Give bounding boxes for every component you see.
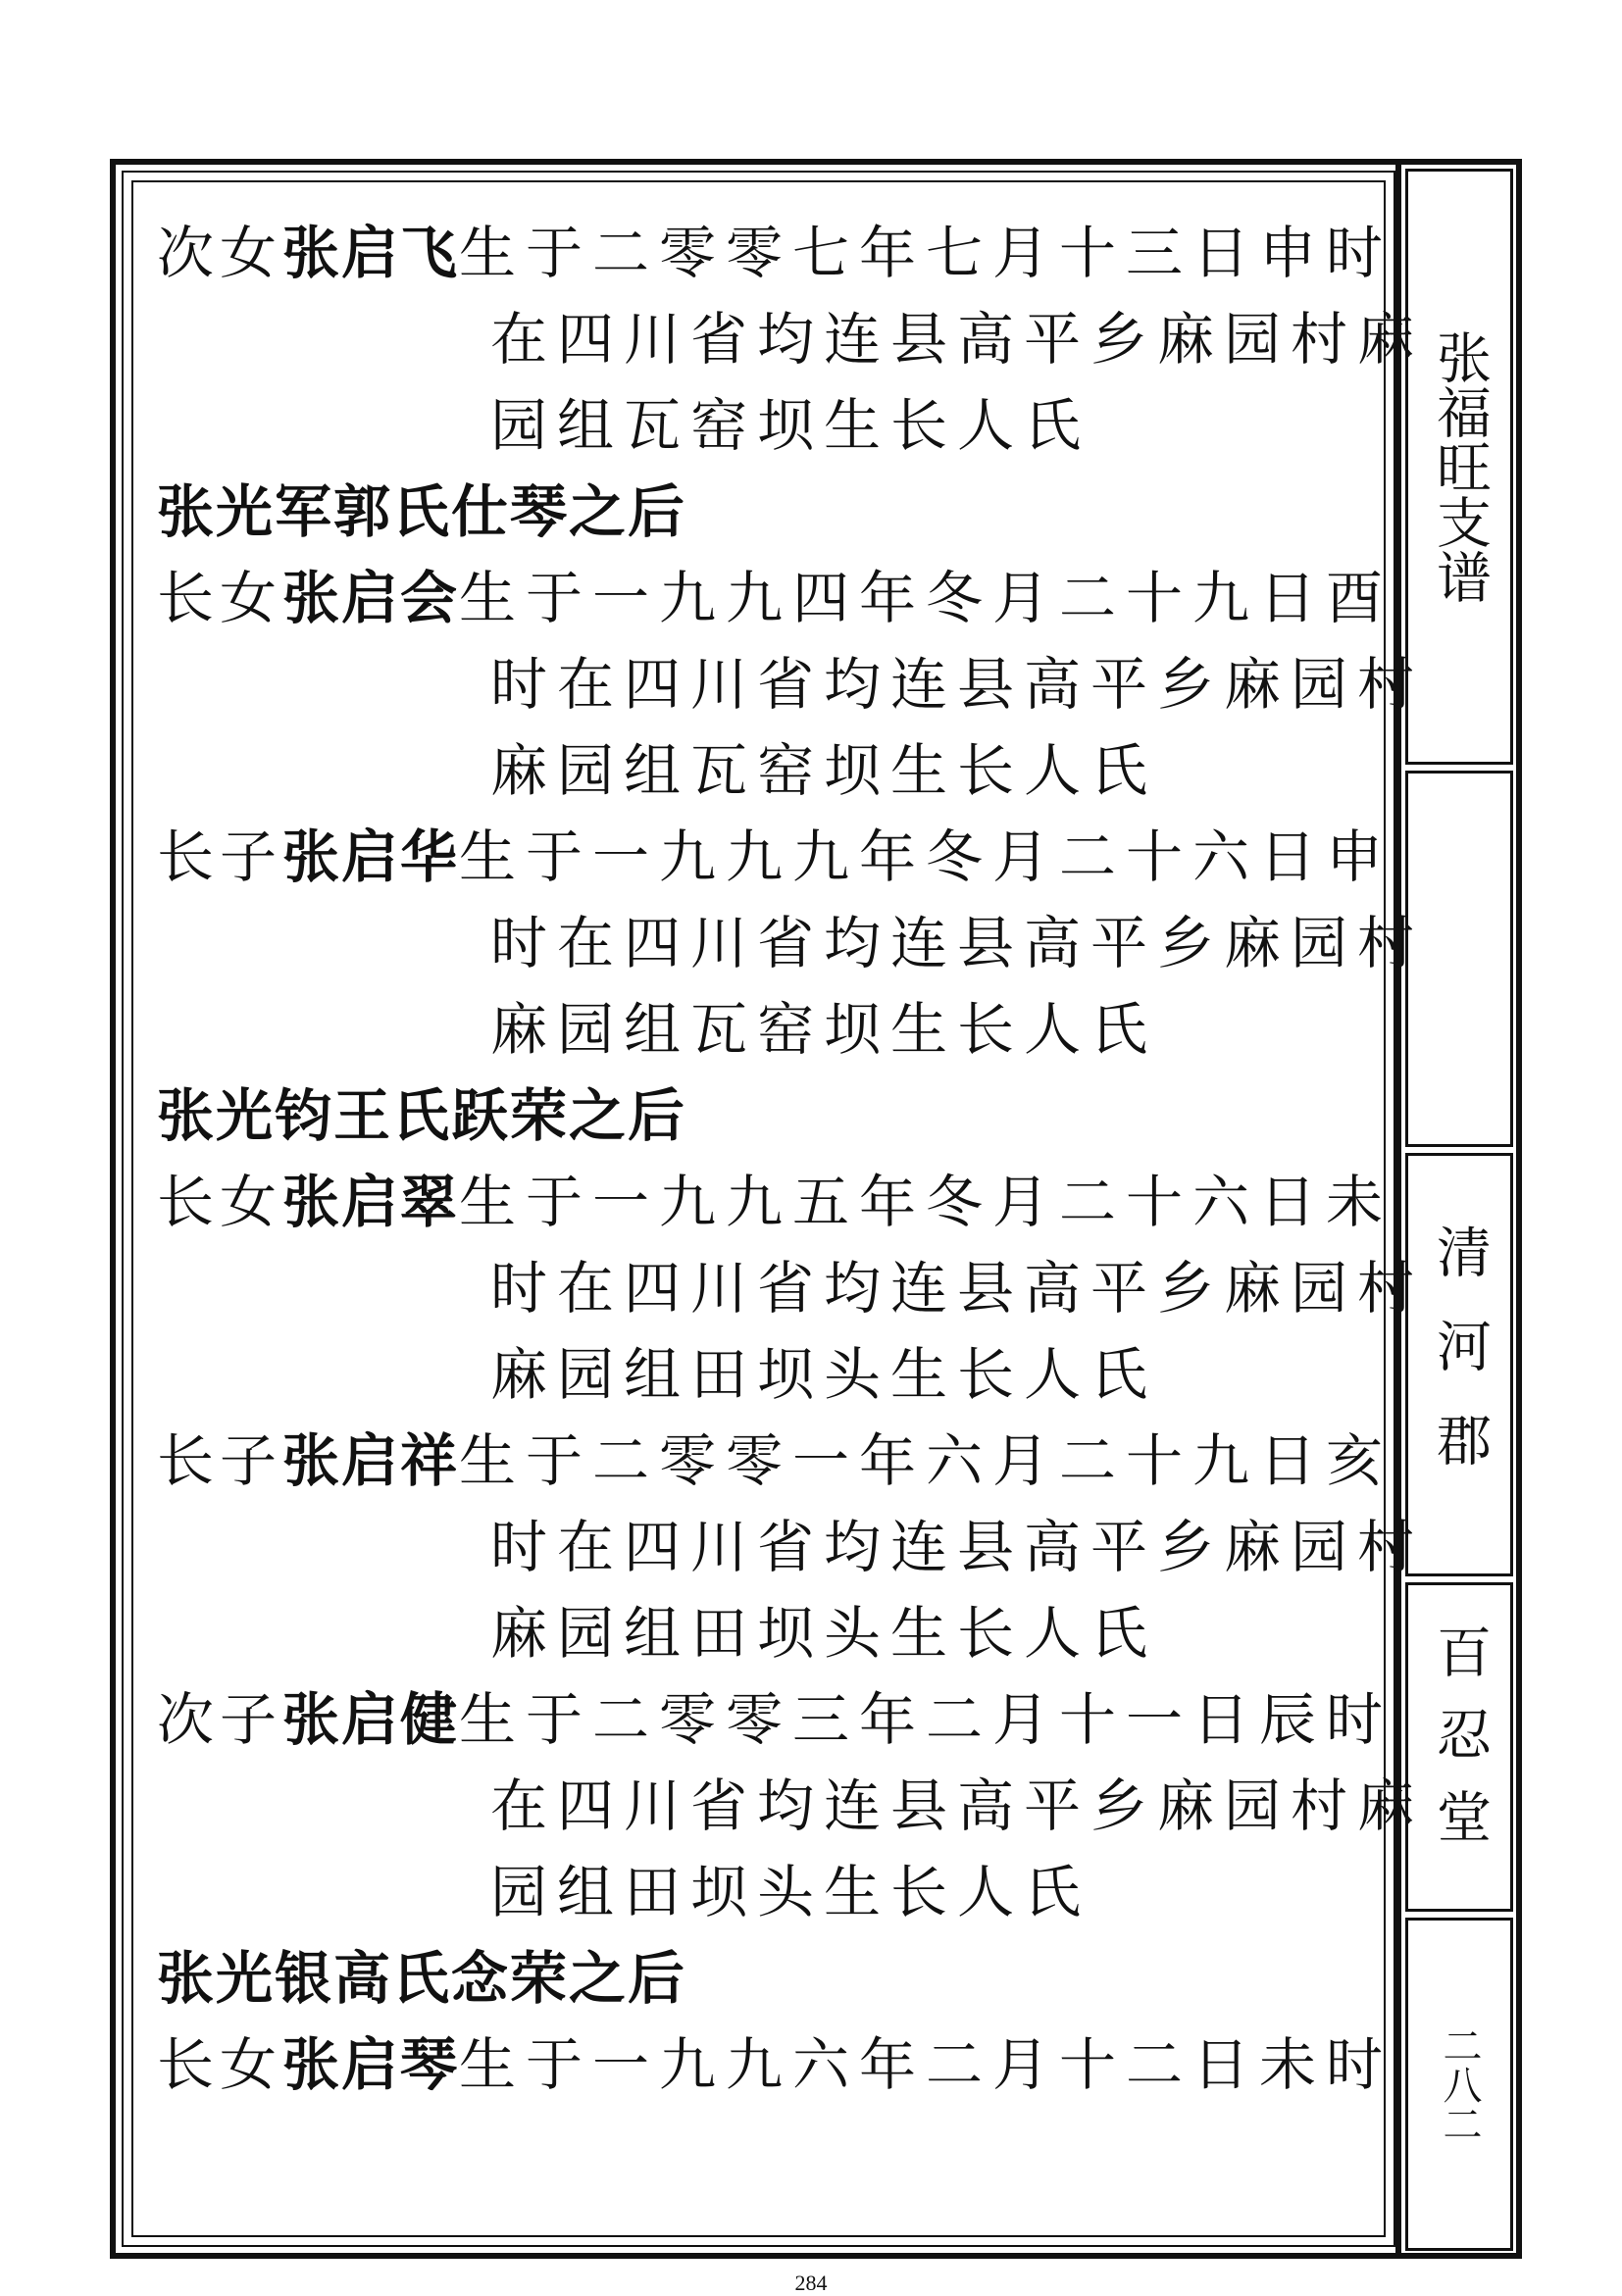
person-name: 张启琴	[282, 2031, 460, 2098]
person-name: 张启翠	[282, 1169, 460, 1235]
person-name: 张启健	[282, 1686, 460, 1753]
side-hall2-box	[1405, 1582, 1513, 1912]
entry-continuation: 在四川省均连县高平乡麻园村麻	[490, 1772, 1425, 1839]
side-page-cn: 二八二	[1437, 2025, 1482, 2143]
entry-continuation: 园组瓦窑坝生长人氏	[490, 392, 1091, 459]
person-name: 张启会	[282, 565, 460, 631]
entry-text: 生于一九九九年冬月二十六日申	[459, 824, 1394, 890]
person-name: 张启祥	[282, 1427, 460, 1494]
relation: 次子	[157, 1686, 283, 1753]
section-heading: 张光军郭氏仕琴之后	[157, 478, 687, 545]
genealogy-content	[157, 210, 1425, 2108]
section-heading: 张光钧王氏跃荣之后	[157, 1082, 687, 1149]
entry-continuation: 在四川省均连县高平乡麻园村麻	[490, 306, 1425, 373]
relation: 长女	[157, 565, 283, 631]
side-title: 张福旺支谱	[1428, 329, 1492, 604]
person-name: 张启华	[282, 824, 460, 890]
relation: 次女	[157, 220, 283, 286]
page-number: 284	[794, 2271, 828, 2295]
entry-line	[157, 1159, 1394, 1245]
entry-text: 生于二零零一年六月二十九日亥	[459, 1427, 1394, 1494]
entry-continuation: 麻园组瓦窑坝生长人氏	[490, 737, 1158, 804]
relation: 长子	[157, 1427, 283, 1494]
entry-continuation: 麻园组瓦窑坝生长人氏	[490, 996, 1158, 1063]
relation: 长女	[157, 1169, 283, 1235]
entry-text: 生于二零零七年七月十三日申时	[459, 220, 1394, 286]
entry-continuation: 时在四川省均连县高平乡麻园村	[490, 910, 1425, 976]
entry-line	[157, 1676, 1394, 1763]
entry-continuation: 麻园组田坝头生长人氏	[490, 1600, 1158, 1667]
entry-line	[157, 2021, 1394, 2108]
entry-line	[157, 210, 1394, 296]
relation: 长女	[157, 2031, 283, 2098]
side-page-box	[1405, 1918, 1513, 2251]
entry-text: 生于一九九四年冬月二十九日酉	[459, 565, 1394, 631]
entry-continuation: 园组田坝头生长人氏	[490, 1859, 1091, 1925]
entry-continuation: 时在四川省均连县高平乡麻园村	[490, 1255, 1425, 1322]
entry-line	[157, 1418, 1394, 1504]
entry-continuation: 麻园组田坝头生长人氏	[490, 1341, 1158, 1408]
relation: 长子	[157, 824, 283, 890]
entry-continuation: 时在四川省均连县高平乡麻园村	[490, 1514, 1425, 1580]
side-hall2: 百忍堂	[1428, 1623, 1492, 1871]
section-heading: 张光银高氏念荣之后	[157, 1945, 687, 2012]
entry-line	[157, 555, 1394, 641]
entry-text: 生于二零零三年二月十一日辰时	[459, 1686, 1394, 1753]
entry-text: 生于一九九六年二月十二日未时	[459, 2031, 1394, 2098]
person-name: 张启飞	[282, 220, 460, 286]
side-hall1: 清河郡	[1428, 1223, 1492, 1506]
entry-text: 生于一九九五年冬月二十六日未	[459, 1169, 1394, 1235]
entry-line	[157, 814, 1394, 900]
entry-continuation: 时在四川省均连县高平乡麻园村	[490, 651, 1425, 718]
column-divider	[1395, 165, 1401, 2253]
